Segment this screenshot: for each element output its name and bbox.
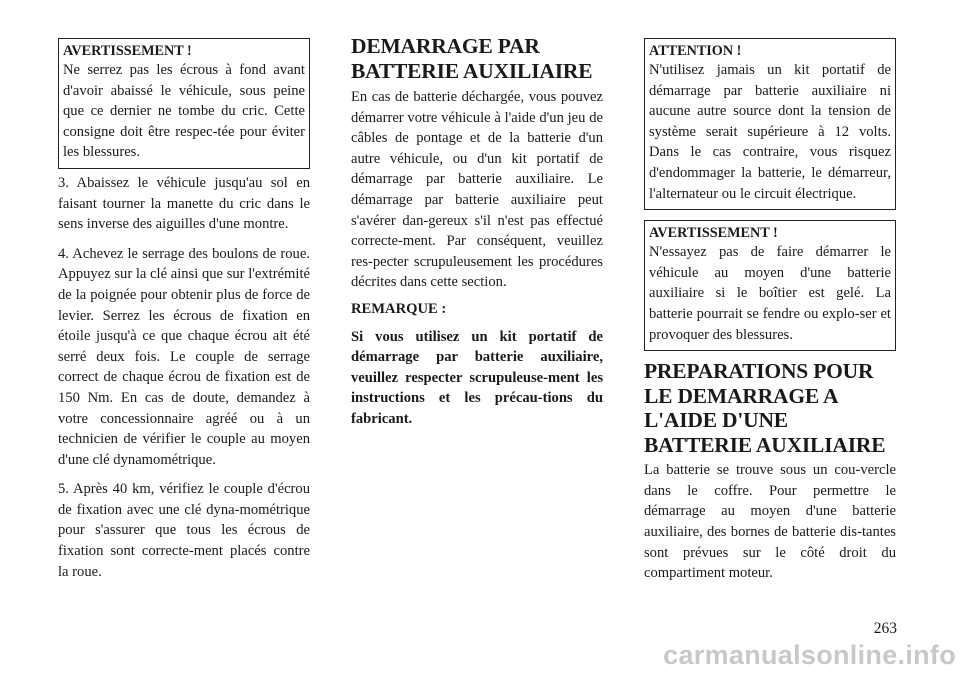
warning-title: AVERTISSEMENT ! [63, 43, 192, 59]
warning-title-2: AVERTISSEMENT ! [649, 225, 778, 242]
step-5: 5. Après 40 km, vérifiez le couple d'écrou de fixation avec une clé dyna-mométrique pour s'assurer que tous les écrous de fixation sont correcte-ment placés contre la roue. [58, 481, 310, 580]
preparations-text: La batterie se trouve sous un cou-vercle dans le coffre. Pour permettre le démarrage au moyen d'une batterie auxiliaire, des bornes de batterie dis-tantes sont prévues sur le côté droit du compartiment moteur. [644, 462, 896, 582]
warning-box-2 [644, 220, 896, 351]
warning-text: Ne serrez pas les écrous à fond avant d'avoir abaissé le véhicule, sous peine que ce dernier ne tombe du cric. Cette consigne doit être respec-tée pour éviter les blessures. [63, 62, 305, 161]
attention-title: ATTENTION ! [649, 43, 742, 59]
column-middle [351, 34, 603, 430]
column-left [58, 38, 310, 591]
warning-text-2: N'essayez pas de faire démarrer le véhicule au moyen d'une batterie auxiliaire si le boîtier est gelé. La batterie pourrait se fendre ou explo-ser et provoquer des blessures. [649, 244, 891, 343]
section-heading-preparations: PREPARATIONS POUR LE DEMARRAGE A L'AIDE D'UNE BATTERIE AUXILIAIRE [644, 359, 886, 457]
section-heading-jump-start: DEMARRAGE PAR BATTERIE AUXILIAIRE [351, 34, 593, 83]
step-3: 3. Abaissez le véhicule jusqu'au sol en faisant tourner la manette du cric dans le sens inverse des aiguilles d'une montre. [58, 174, 310, 233]
remark-text: Si vous utilisez un kit portatif de démarrage par batterie auxiliaire, veuillez respecter scrupuleuse-ment les instructions et les précau-tions du fabricant. [351, 328, 603, 427]
intro-paragraph: En cas de batterie déchargée, vous pouvez démarrer votre véhicule à l'aide d'un jeu de câbles de pontage et de la batterie d'un autre véhicule, ou d'un kit portatif de démarrage par batterie auxiliaire. Le démarrage par batterie auxiliaire peut s'avérer dan-gereux s'il n'est pas effectué correcte-ment. Par conséquent, veuillez res-pecter scrupuleusement les procédures décrites dans cette section. [351, 89, 603, 291]
attention-box [644, 38, 896, 210]
remark-label: REMARQUE : [351, 300, 447, 317]
watermark: carmanualsonline.info [663, 640, 956, 670]
step-4: 4. Achevez le serrage des boulons de roue. Appuyez sur la clé ainsi que sur l'extrémité de la poignée pour obtenir plus de force de levier. Serrez les écrous de fixation en étoile jusqu'à ce que chaque écrou ait été serré deux fois. Le couple de serrage correct de chaque écrou de fixation est de 150 Nm. En cas de doute, demandez à votre concessionnaire agréé ou à un technicien de vérifier le couple au moyen d'une clé dynamométrique. [58, 245, 310, 468]
page-number: 263 [873, 620, 897, 637]
column-right [644, 38, 896, 584]
warning-box [58, 38, 310, 169]
attention-text: N'utilisez jamais un kit portatif de démarrage par batterie auxiliaire ni aucune autre source dont la tension de système serait supérieure à 12 volts. Dans le cas contraire, vous risquez d'endommager la batterie, le démarreur, l'alternateur ou le circuit électrique. [649, 62, 891, 202]
